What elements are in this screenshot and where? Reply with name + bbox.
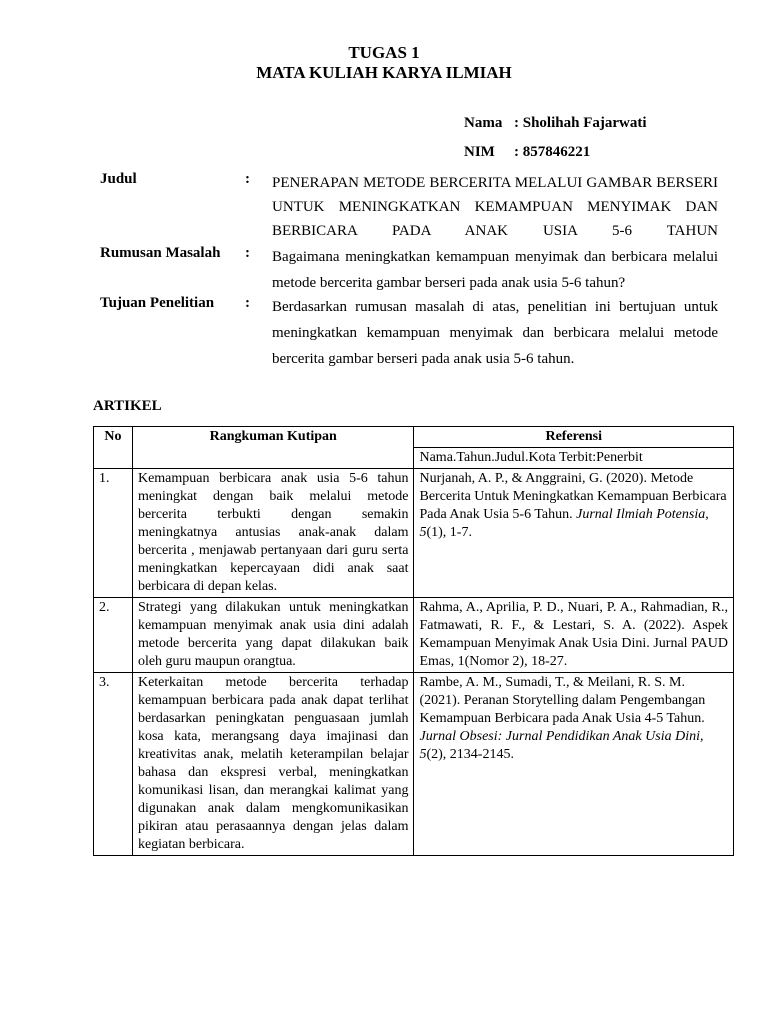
table-row — [94, 598, 734, 673]
document-subtitle: MATA KULIAH KARYA ILMIAH — [256, 63, 512, 82]
rumusan-masalah-label: Rumusan Masalah — [100, 245, 221, 261]
identity-nim — [464, 144, 590, 161]
rumusan-masalah-text: Bagaimana meningkatkan kemampuan menyimak dan berbicara melalui metode bercerita gambar berseri pada anak usia 5-6 tahun? — [272, 249, 718, 291]
header-rangkuman: Rangkuman Kutipan — [132, 427, 414, 469]
row-summary: Keterkaitan metode bercerita terhadap kemampuan berbicara pada anak dapat terlihat berdasarkan peningkatan penguasaan jumlah kosa kata, merangsang daya imajinasi dan kreativitas anak, melatih keterampilan belajar bahasa dan ekspresi verbal, meningkatkan komunikasi lisan, dan merangkai kalimat yang digunakan anak dalam mengkomunikasikan pikiran atau perasaannya dengan jelas dalam kegiatan berbicara. — [132, 673, 414, 856]
artikel-heading: ARTIKEL — [93, 398, 162, 414]
reference-text: Rahma, A., Aprilia, P. D., Nuari, P. A., Rahmadian, R., Fatmawati, R. F., & Lestari, S. A. (2022). Aspek Kemampuan Menyimak Anak Usia Dini. Jurnal PAUD Emas, 1(Nomor 2), 18-27. — [419, 600, 728, 669]
table-header-row — [94, 427, 734, 448]
row-summary: Strategi yang dilakukan untuk meningkatkan kemampuan menyimak anak usia dini adalah metode bercerita yang dapat dilakukan baik oleh guru maupun orangtua. — [132, 598, 414, 673]
tujuan-penelitian-text: Berdasarkan rumusan masalah di atas, penelitian ini bertujuan untuk meningkatkan kemampuan menyimak dan berbicara melalui metode bercerita gambar berseri pada anak usia 5-6 tahun. — [272, 299, 718, 367]
row-number: 3. — [94, 673, 133, 856]
table-row — [94, 469, 734, 598]
judul-text: PENERAPAN METODE BERCERITA MELALUI GAMBAR BERSERI UNTUK MENINGKATKAN KEMAMPUAN MENYIMAK DAN BERBICARA PADA ANAK USIA 5-6 TAHUN — [272, 175, 718, 239]
header-no: No — [94, 427, 133, 469]
reference-journal: Jurnal Ilmiah Potensia — [576, 507, 706, 522]
reference-text: Nurjanah, A. P., & Anggraini, G. (2020). Metode Bercerita Untuk Meningkatkan Kemampuan Berbicara Pada Anak Usia 5-6 Tahun. — [419, 471, 727, 522]
reference-sep: , — [705, 507, 709, 522]
row-summary: Kemampuan berbicara anak usia 5-6 tahun meningkat dengan baik melalui metode bercerita terbukti dengan semakin meningkatnya antusias anak-anak dalam bercerita , menjawab pertanyaan dari guru serta meningkatkan kepercayaan didi anak saat berbicara di depan kelas. — [132, 469, 414, 598]
nama-label: Nama — [464, 115, 503, 131]
row-number: 2. — [94, 598, 133, 673]
header-referensi: Referensi — [414, 427, 734, 448]
reference-text: Rambe, A. M., Sumadi, T., & Meilani, R. S. M. (2021). Peranan Storytelling dalam Pengembangan Kemampuan Berbicara pada Anak Usia 4-5 Tahun. — [419, 675, 706, 726]
row-reference — [414, 673, 734, 856]
reference-pages: (1), 1-7. — [426, 525, 472, 540]
header-referensi-format: Nama.Tahun.Judul.Kota Terbit:Penerbit — [414, 448, 734, 469]
document-title: TUGAS 1 — [348, 43, 420, 62]
tujuan-penelitian-label: Tujuan Penelitian — [100, 295, 215, 311]
reference-sep: , — [699, 729, 704, 744]
tujuan-penelitian-colon: : — [245, 295, 250, 311]
row-reference — [414, 598, 734, 673]
nim-value: : 857846221 — [514, 144, 591, 160]
reference-volume: 5 — [419, 747, 427, 762]
reference-journal: Jurnal Obsesi: Jurnal Pendidikan Anak Usia Dini — [419, 729, 700, 744]
artikel-table — [93, 426, 734, 856]
nim-label: NIM — [464, 144, 495, 160]
rumusan-masalah-colon: : — [245, 245, 250, 261]
row-number: 1. — [94, 469, 133, 598]
reference-pages: (2), 2134-2145. — [426, 747, 514, 762]
judul-label: Judul — [100, 171, 137, 187]
identity-nama — [464, 115, 647, 132]
reference-volume: 5 — [419, 525, 427, 540]
nama-value: : Sholihah Fajarwati — [514, 115, 647, 131]
table-row — [94, 673, 734, 856]
row-reference — [414, 469, 734, 598]
judul-colon: : — [245, 171, 250, 187]
